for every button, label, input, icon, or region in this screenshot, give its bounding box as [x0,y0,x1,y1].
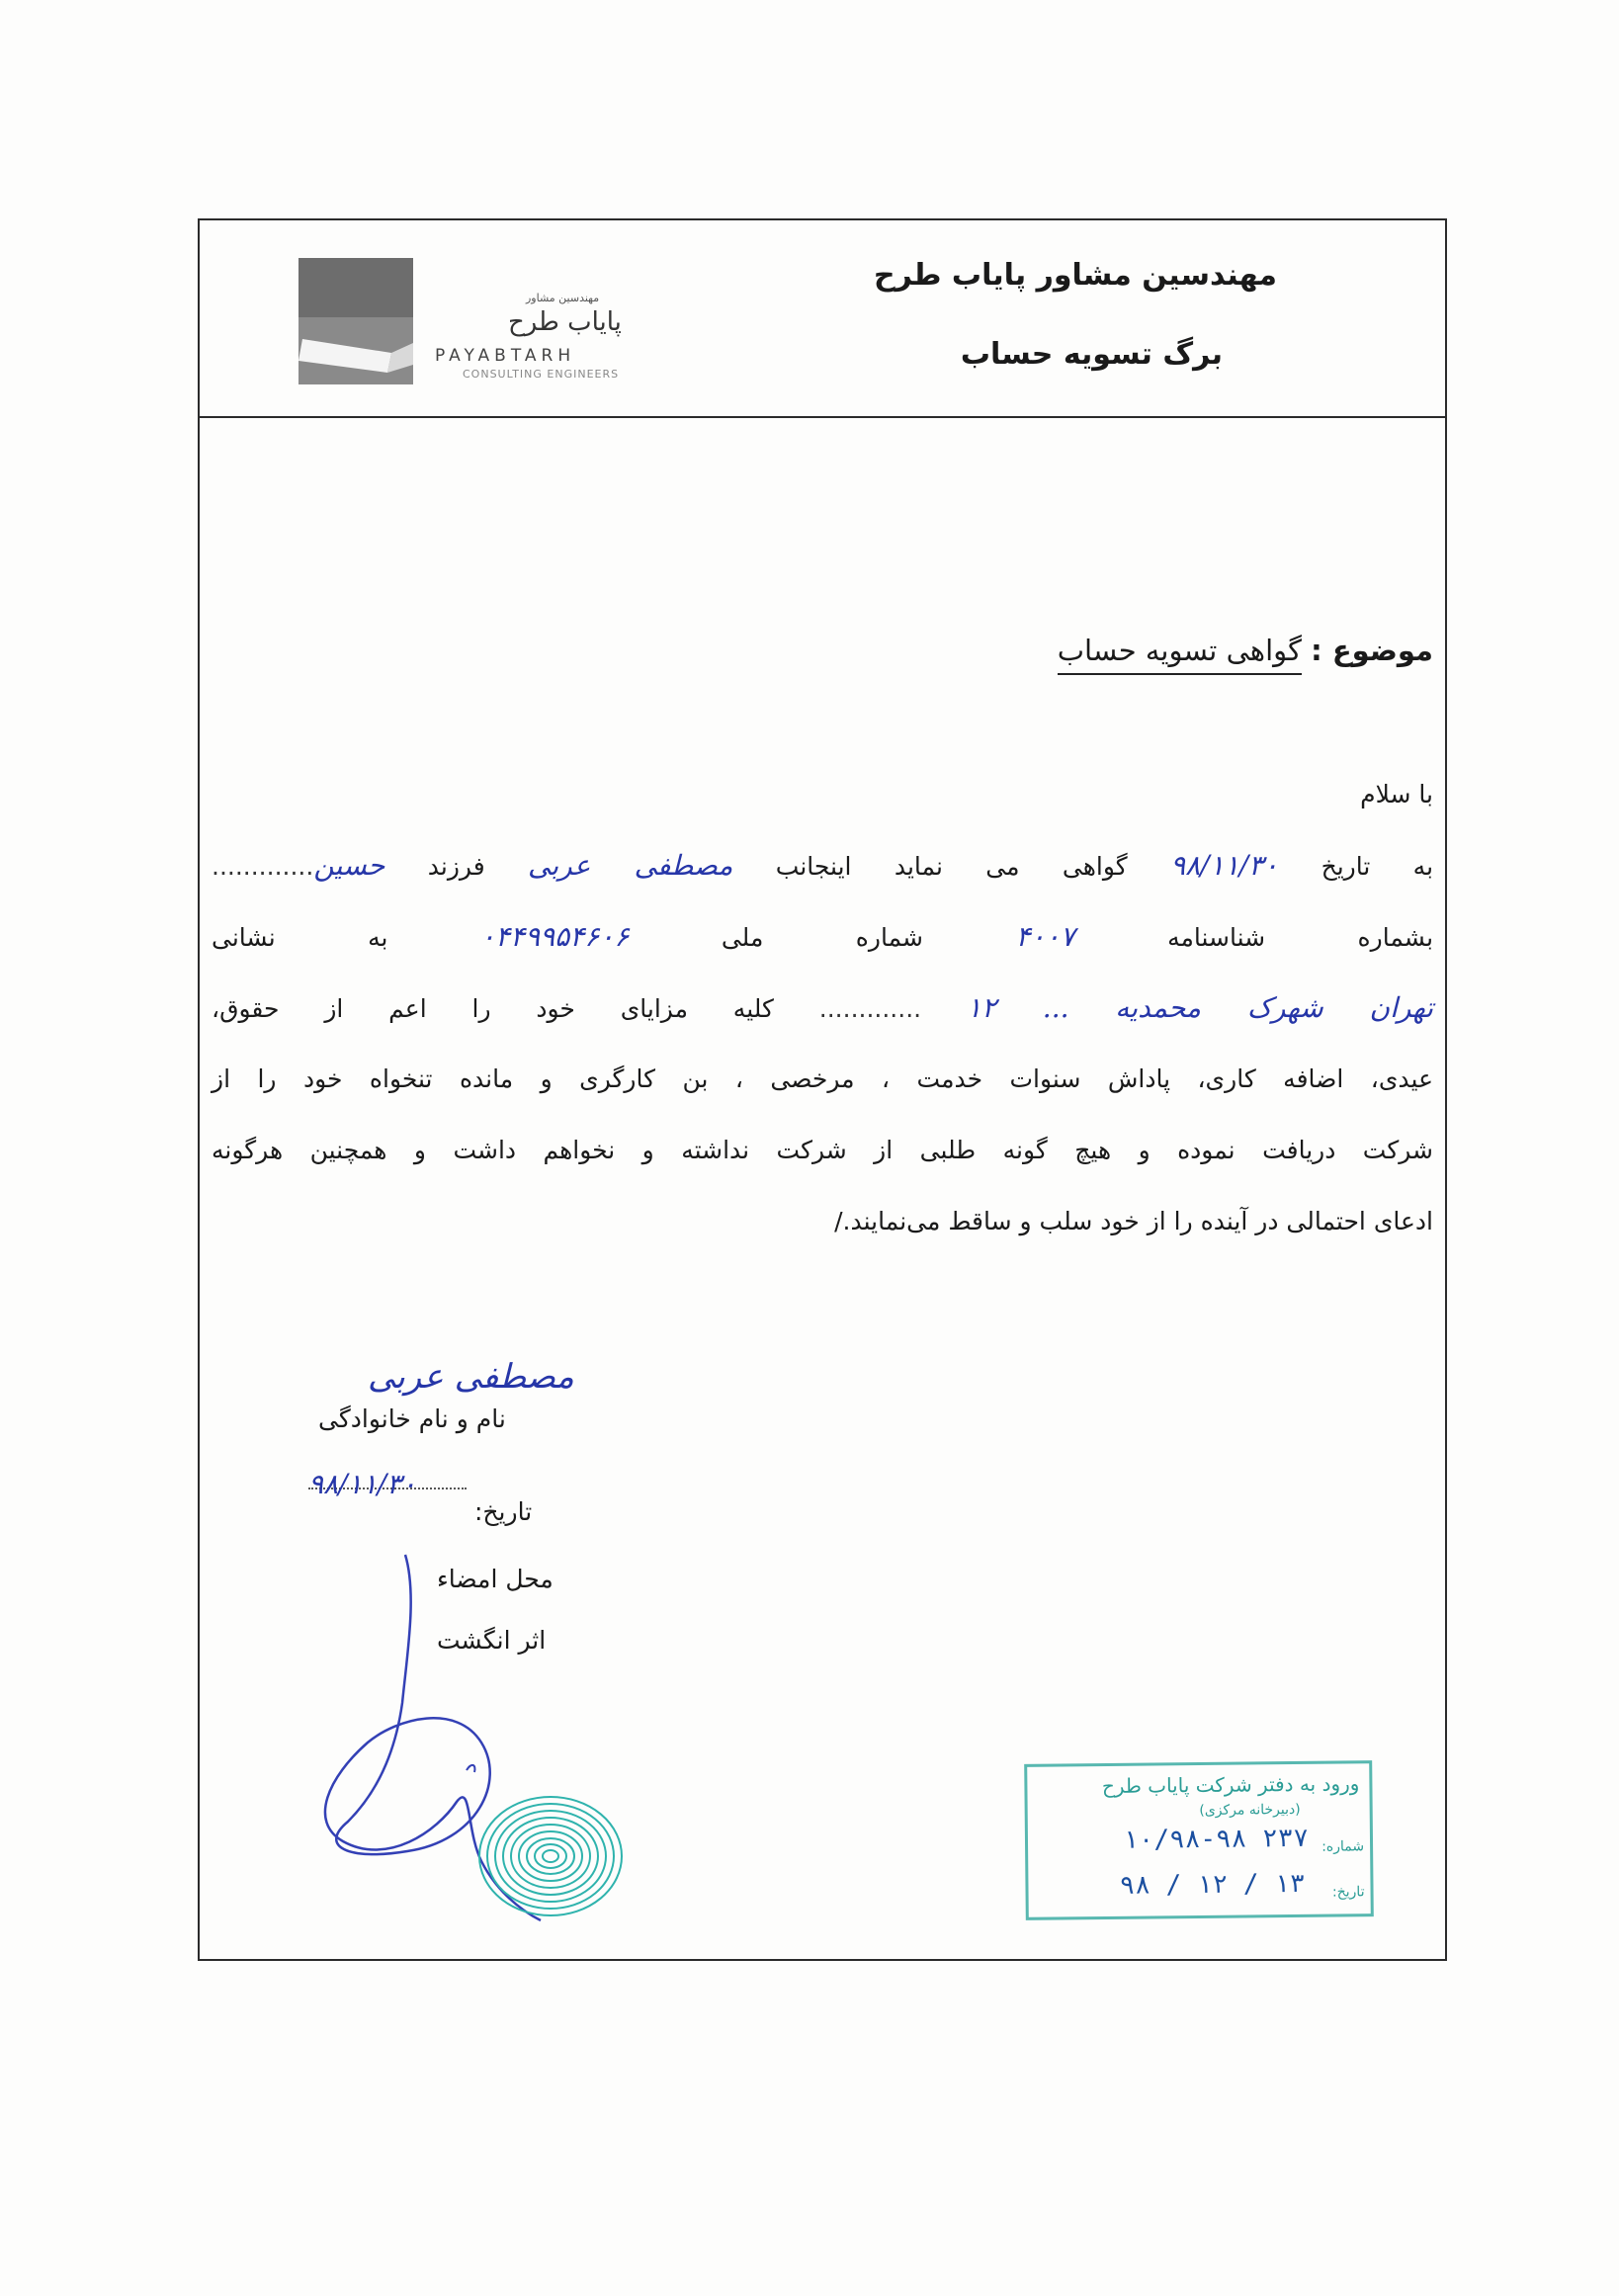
address-dots: ............. [818,994,922,1023]
body-line-6 [212,1115,1433,1186]
body-line-date-name [212,830,1433,901]
handwritten-sign-date: ۹۸/۱۱/۳۰ [308,1468,417,1500]
logo-english-name: PAYABTARH [435,346,576,366]
form-title: برگ تسویه حساب [960,337,1223,372]
stamp-date-label: تاریخ: [1331,1884,1365,1901]
handwritten-father-name: حسین [313,849,385,882]
stamp-title: ورود به دفتر شرکت پایاب طرح [1101,1771,1360,1799]
body-line-5 [212,1044,1433,1115]
company-logo [298,258,674,386]
father-label: فرزند [427,852,485,881]
handwritten-name: مصطفی عربی [528,849,733,882]
national-id-dots [479,920,630,953]
stamp-subtitle: (دبیرخانه مرکزی) [1199,1801,1301,1819]
body-text-7: ادعای احتمالی در آینده را از خود سلب و ساقط می‌نمایند./ [834,1207,1433,1235]
certificate-body [212,759,1433,1257]
body-text-6: شرکت دریافت نموده و هیچ گونه طلبی از شرکت نداشته و نخواهم داشت و همچنین هرگونه [212,1136,1433,1164]
handwritten-id-number: ۴۰۰۷ [1015,920,1075,953]
subject-label: موضوع : [1311,634,1433,667]
body-line-7 [212,1186,1433,1257]
receipt-stamp [1024,1760,1374,1920]
body-text-5: عیدی، اضافه کاری، پاداش سنوات خدمت ، مرخصی ، بن کارگری و مانده تنخواه خود را از [212,1064,1433,1093]
body-line-ids [212,901,1433,973]
thumbprint-label: اثر انگشت [437,1626,547,1655]
handwritten-address: تهران شهرک محمدیه ... ۱۲ [966,991,1433,1024]
stamp-number-label: شماره: [1321,1838,1365,1855]
greeting-line [212,759,1433,830]
document-frame [198,218,1447,1961]
handwritten-signer-name: مصطفی عربی [368,1357,574,1397]
signature-area [308,1357,724,1950]
benefits-text: کلیه مزایای خود را اعم از حقوق، [212,994,774,1023]
company-name: مهندسین مشاور پایاب طرح [873,258,1277,293]
signature-place-label: محل امضاء [437,1565,554,1593]
handwritten-date: ۹۸/۱۱/۳۰ [1170,849,1279,882]
thumbprint-icon [457,1772,644,1940]
logo-persian-subtitle: مهندسین مشاور [526,292,600,304]
document-header [200,220,1445,418]
subject-value: گواهی تسویه حساب [1058,634,1302,675]
sign-date-label: تاریخ: [474,1497,533,1526]
stamp-date: ۹۸ / ۱۲ / ۱۳ [1119,1868,1306,1901]
stamp-number: ۱۰/۹۸-۹۸ ۲۳۷ [1122,1823,1310,1855]
logo-persian-name: پایاب طرح [508,307,622,337]
logo-english-subtitle: CONSULTING ENGINEERS [463,368,620,381]
date-dots [1170,849,1279,882]
date-prefix: به تاریخ [1321,852,1434,881]
subject-line [1058,634,1433,667]
certify-text: گواهی می نماید اینجانب [775,852,1128,881]
national-id-label: شماره ملی [721,923,923,952]
id-number-dots [1015,920,1075,953]
name-dots [528,849,733,882]
address-label: به نشانی [212,923,388,952]
greeting: با سلام [1360,780,1433,808]
id-number-label: بشماره شناسنامه [1167,923,1434,952]
father-dots: حسین............. [212,849,385,882]
body-line-address [212,973,1433,1044]
handwritten-national-id: ۰۴۴۹۹۵۴۶۰۶ [479,920,630,953]
name-label: نام و نام خانوادگی [318,1404,506,1433]
logo-mark-icon [298,258,413,384]
